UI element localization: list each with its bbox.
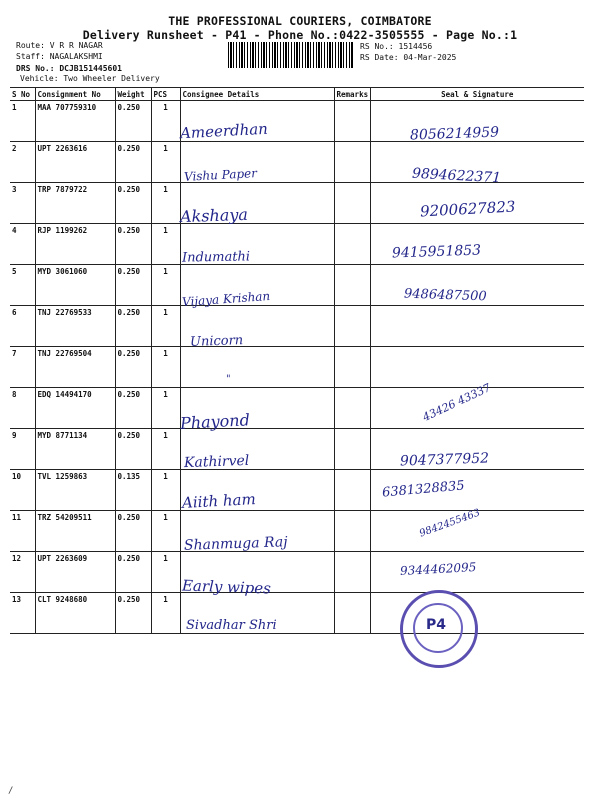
row-consignment: TVL 1259863	[35, 470, 115, 511]
row-sno: 13	[10, 593, 35, 634]
rs-number: RS No.: 1514456	[360, 42, 433, 51]
handwritten-consignee: Sivadhar Shri	[186, 618, 277, 633]
table-row	[10, 347, 584, 388]
handwritten-consignee: Vishu Paper	[183, 166, 258, 184]
row-consignment: EDQ 14494170	[35, 388, 115, 429]
row-pcs: 1	[151, 306, 180, 347]
stamp-text: P4	[425, 617, 446, 633]
row-remarks	[334, 429, 370, 470]
row-weight: 0.250	[115, 511, 151, 552]
row-weight: 0.250	[115, 142, 151, 183]
table-row	[10, 552, 584, 593]
row-consignment: CLT 9248680	[35, 593, 115, 634]
route-label: Route: V R R NAGAR	[16, 41, 103, 50]
row-sno: 1	[10, 101, 35, 142]
row-signature	[370, 306, 584, 347]
row-sno: 12	[10, 552, 35, 593]
row-weight: 0.250	[115, 183, 151, 224]
row-sno: 2	[10, 142, 35, 183]
handwritten-consignee: Shanmuga Raj	[183, 534, 288, 554]
row-consignment: MYD 8771134	[35, 429, 115, 470]
table-row	[10, 429, 584, 470]
col-pcs: PCS	[151, 88, 180, 101]
page-corner-mark: /	[8, 786, 14, 796]
handwritten-consignee: Aiith ham	[181, 490, 257, 512]
rs-date: RS Date: 04-Mar-2025	[360, 53, 457, 62]
row-weight: 0.250	[115, 552, 151, 593]
row-pcs: 1	[151, 593, 180, 634]
runsheet-table	[10, 87, 584, 634]
handwritten-phone: 43426 43337	[420, 381, 493, 424]
handwritten-consignee: Ameerdhan	[179, 119, 269, 143]
col-sno: S No	[10, 88, 35, 101]
table-row	[10, 306, 584, 347]
handwritten-consignee: Indumathi	[181, 249, 251, 266]
handwritten-consignee: Kathirvel	[183, 452, 250, 472]
row-remarks	[334, 347, 370, 388]
runsheet-subtitle: Delivery Runsheet - P41 - Phone No.:0422-3505555 - Page No.:1	[82, 28, 518, 42]
row-consignment: UPT 2263609	[35, 552, 115, 593]
row-consignment: UPT 2263616	[35, 142, 115, 183]
handwritten-phone: 9200627823	[419, 197, 516, 221]
row-remarks	[334, 593, 370, 634]
barcode	[228, 42, 354, 68]
drs-label: DRS No.: DCJB151445601	[16, 64, 122, 73]
row-consignment: TRP 7879722	[35, 183, 115, 224]
row-remarks	[334, 101, 370, 142]
table-row	[10, 388, 584, 429]
col-remarks: Remarks	[334, 88, 370, 101]
row-remarks	[334, 306, 370, 347]
handwritten-consignee: Unicorn	[189, 333, 244, 350]
handwritten-consignee: Phayond	[179, 410, 251, 433]
row-remarks	[334, 142, 370, 183]
row-remarks	[334, 388, 370, 429]
row-sno: 10	[10, 470, 35, 511]
row-sno: 5	[10, 265, 35, 306]
row-weight: 0.250	[115, 429, 151, 470]
handwritten-phone: 9344462095	[399, 560, 477, 578]
row-pcs: 1	[151, 224, 180, 265]
handwritten-consignee: "	[226, 374, 231, 385]
table-header-row	[10, 88, 584, 101]
table-row	[10, 224, 584, 265]
row-pcs: 1	[151, 388, 180, 429]
row-consignment: TRZ 54209511	[35, 511, 115, 552]
row-weight: 0.250	[115, 347, 151, 388]
row-weight: 0.250	[115, 224, 151, 265]
row-remarks	[334, 183, 370, 224]
page-title: THE PROFESSIONAL COURIERS, COIMBATORE	[168, 14, 432, 28]
handwritten-phone: 9842455463	[418, 507, 482, 540]
row-pcs: 1	[151, 511, 180, 552]
row-consignment: MYD 3061060	[35, 265, 115, 306]
row-remarks	[334, 224, 370, 265]
row-pcs: 1	[151, 101, 180, 142]
row-consignment: TNJ 22769533	[35, 306, 115, 347]
row-sno: 3	[10, 183, 35, 224]
row-consignee	[180, 347, 334, 388]
col-consignment: Consignment No	[35, 88, 115, 101]
row-sno: 6	[10, 306, 35, 347]
row-pcs: 1	[151, 429, 180, 470]
handwritten-consignee: Akshaya	[179, 204, 249, 227]
row-weight: 0.250	[115, 306, 151, 347]
row-remarks	[334, 552, 370, 593]
row-sno: 4	[10, 224, 35, 265]
table-row	[10, 511, 584, 552]
row-pcs: 1	[151, 142, 180, 183]
row-weight: 0.250	[115, 265, 151, 306]
handwritten-phone: 9047377952	[399, 450, 490, 470]
seal-stamp	[400, 590, 478, 668]
staff-label: Staff: NAGALAKSHMI	[16, 52, 103, 61]
handwritten-phone: 9486487500	[403, 286, 487, 305]
handwritten-consignee: Early wipes	[181, 576, 272, 598]
handwritten-phone: 9894622371	[411, 165, 502, 187]
row-remarks	[334, 470, 370, 511]
table-row	[10, 593, 584, 634]
row-pcs: 1	[151, 552, 180, 593]
col-signature: Seal & Signature	[370, 88, 584, 101]
handwritten-phone: 6381328835	[381, 478, 466, 501]
row-consignment: MAA 707759310	[35, 101, 115, 142]
row-sno: 11	[10, 511, 35, 552]
table-row	[10, 265, 584, 306]
row-sno: 8	[10, 388, 35, 429]
handwritten-phone: 9415951853	[391, 242, 482, 262]
handwritten-phone: 8056214959	[409, 124, 500, 144]
row-pcs: 1	[151, 183, 180, 224]
row-weight: 0.250	[115, 388, 151, 429]
vehicle-label: Vehicle: Two Wheeler Delivery	[20, 74, 160, 83]
row-weight: 0.250	[115, 593, 151, 634]
row-consignment: RJP 1199262	[35, 224, 115, 265]
row-sno: 7	[10, 347, 35, 388]
row-pcs: 1	[151, 470, 180, 511]
row-remarks	[334, 265, 370, 306]
col-consignee: Consignee Details	[180, 88, 334, 101]
table-row	[10, 470, 584, 511]
row-remarks	[334, 511, 370, 552]
row-weight: 0.250	[115, 101, 151, 142]
row-consignment: TNJ 22769504	[35, 347, 115, 388]
row-pcs: 1	[151, 265, 180, 306]
row-sno: 9	[10, 429, 35, 470]
handwritten-consignee: Vijaya Krishan	[181, 288, 271, 310]
row-weight: 0.135	[115, 470, 151, 511]
row-signature	[370, 347, 584, 388]
row-pcs: 1	[151, 347, 180, 388]
col-weight: Weight	[115, 88, 151, 101]
